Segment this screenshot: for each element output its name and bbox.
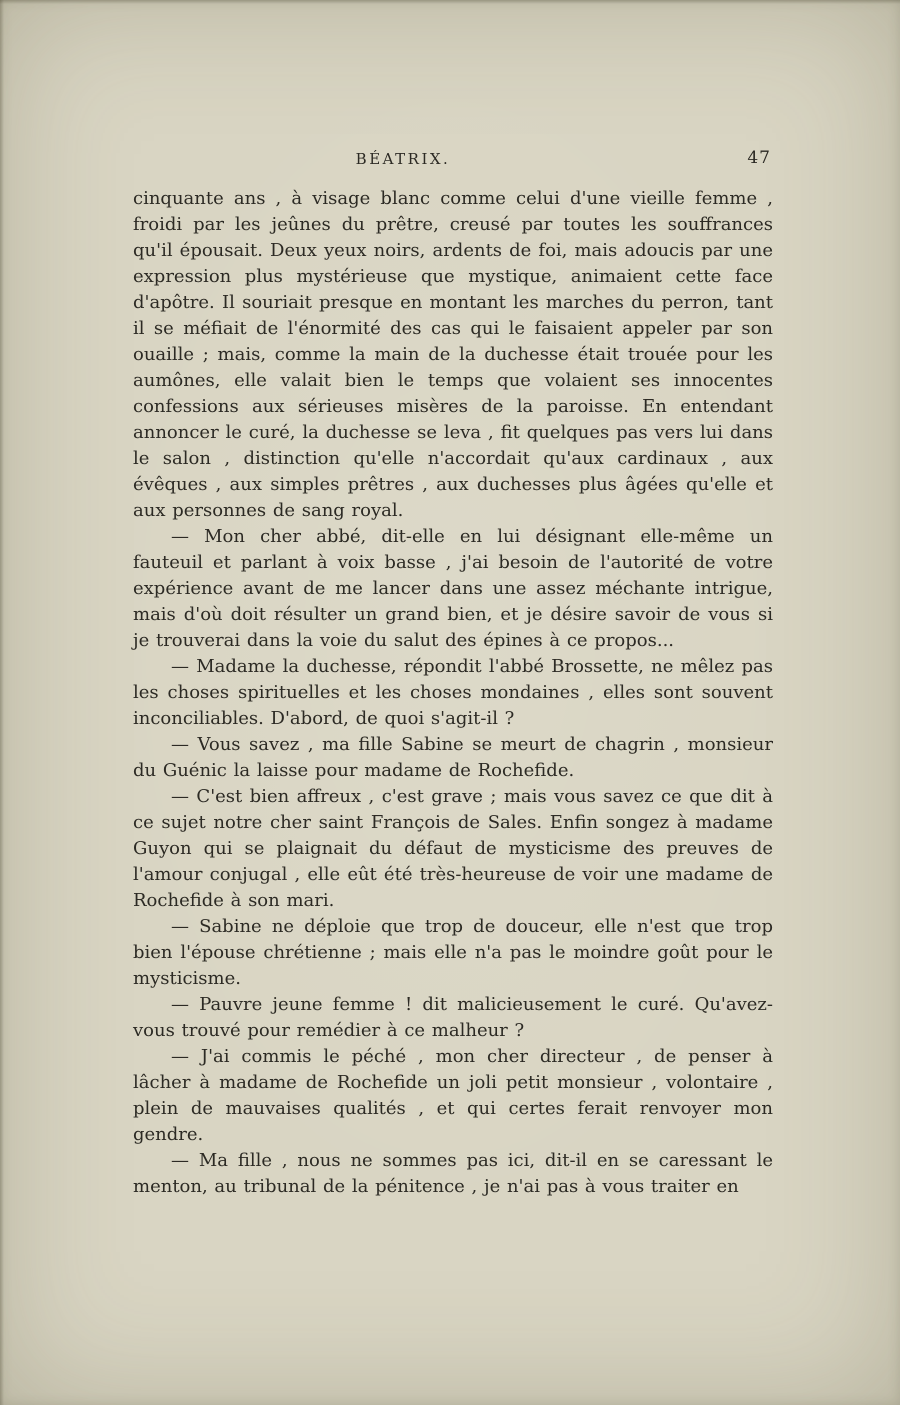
scan-edge-left bbox=[0, 0, 4, 1405]
paragraph: — Pauvre jeune femme ! dit malicieusement le curé. Qu'avez-vous trouvé pour remédier à ce malheur ? bbox=[133, 994, 773, 1041]
paragraph: — Sabine ne déploie que trop de douceur, elle n'est que trop bien l'épouse chrétienne ; mais elle n'a pas le moindre goût pour le mysticisme. bbox=[133, 916, 773, 989]
scan-edge-top bbox=[0, 0, 900, 4]
text-block bbox=[133, 186, 773, 1200]
paragraph: — Mon cher abbé, dit-elle en lui désignant elle-même un fauteuil et parlant à voix basse , j'ai besoin de l'autorité de votre expérience avant de me lancer dans une assez méchante intrigue, mais d'où doit résulter un grand bien, et je désire savoir de vous si je trouverai dans la voie du salut des épines à ce propos... bbox=[133, 526, 773, 651]
running-title: BÉATRIX. bbox=[355, 150, 451, 168]
paragraph: — J'ai commis le péché , mon cher directeur , de penser à lâcher à madame de Rochefide un joli petit monsieur , volontaire , plein de mauvaises qualités , et qui certes ferait renvoyer mon gendre. bbox=[133, 1046, 773, 1145]
paragraph: — Vous savez , ma fille Sabine se meurt de chagrin , monsieur du Guénic la laisse pour madame de Rochefide. bbox=[133, 734, 773, 781]
paragraph: cinquante ans , à visage blanc comme celui d'une vieille femme , froidi par les jeûnes du prêtre, creusé par toutes les souffrances qu'il épousait. Deux yeux noirs, ardents de foi, mais adoucis par une expression plus mystérieuse que mystique, animaient cette face d'apôtre. Il souriait presque en montant les marches du perron, tant il se méfiait de l'énormité des cas qui le faisaient appeler par son ouaille ; mais, comme la main de la duchesse était trouée pour les aumônes, elle valait bien le temps que volaient ses innocentes confessions aux sérieuses misères de la paroisse. En entendant annoncer le curé, la duchesse se leva , fit quelques pas vers lui dans le salon , distinction qu'elle n'accordait qu'aux cardinaux , aux évêques , aux simples prêtres , aux duchesses plus âgées qu'elle et aux personnes de sang royal. bbox=[133, 188, 773, 521]
page-header bbox=[133, 150, 773, 176]
page-number: 47 bbox=[747, 148, 771, 168]
paragraph: — Madame la duchesse, répondit l'abbé Brossette, ne mêlez pas les choses spirituelles et les choses mondaines , elles sont souvent inconciliables. D'abord, de quoi s'agit-il ? bbox=[133, 656, 773, 729]
paragraph: — C'est bien affreux , c'est grave ; mais vous savez ce que dit à ce sujet notre cher saint François de Sales. Enfin songez à madame Guyon qui se plaignait du défaut de mysticisme des preuves de l'amour conjugal , elle eût été très-heureuse de voir une madame de Rochefide à son mari. bbox=[133, 786, 773, 911]
paragraph: — Ma fille , nous ne sommes pas ici, dit-il en se caressant le menton, au tribunal de la pénitence , je n'ai pas à vous traiter en bbox=[133, 1150, 773, 1197]
